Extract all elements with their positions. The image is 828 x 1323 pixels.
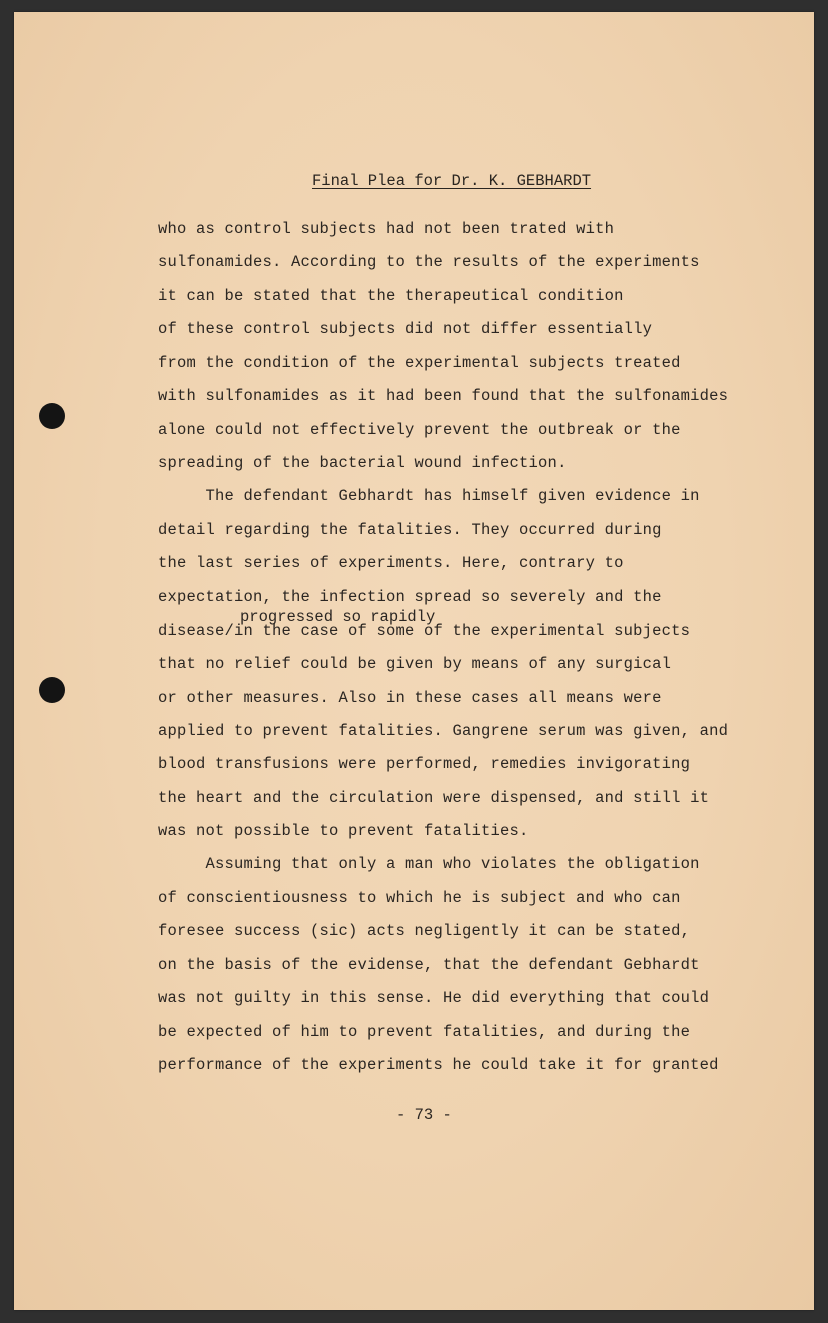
text-line: or other measures. Also in these cases all means were <box>158 689 662 707</box>
handwritten-insertion: progressed so rapidly <box>240 608 436 626</box>
text-line: who as control subjects had not been trated with <box>158 220 615 238</box>
text-line: the last series of experiments. Here, contrary to <box>158 554 624 572</box>
text-line: applied to prevent fatalities. Gangrene serum was given, and <box>158 722 729 740</box>
punch-hole <box>39 677 65 703</box>
text-line: was not possible to prevent fatalities. <box>158 822 529 840</box>
text-line: expectation, the infection spread so severely and the <box>158 588 662 606</box>
page-number: - 73 - <box>396 1106 452 1124</box>
text-line: disease/in the case of some of the experimental subjects <box>158 622 691 640</box>
document-page <box>14 12 814 1310</box>
text-line: the heart and the circulation were dispensed, and still it <box>158 789 710 807</box>
text-line: foresee success (sic) acts negligently it can be stated, <box>158 922 691 940</box>
text-line: detail regarding the fatalities. They occurred during <box>158 521 662 539</box>
text-line: on the basis of the evidense, that the defendant Gebhardt <box>158 956 700 974</box>
punch-hole <box>39 403 65 429</box>
text-line: The defendant Gebhardt has himself given evidence in <box>158 487 700 505</box>
text-line: be expected of him to prevent fatalities, and during the <box>158 1023 691 1041</box>
page-heading: Final Plea for Dr. K. GEBHARDT <box>312 172 592 190</box>
text-line: Assuming that only a man who violates the obligation <box>158 855 700 873</box>
text-line: from the condition of the experimental subjects treated <box>158 354 681 372</box>
text-line: alone could not effectively prevent the outbreak or the <box>158 421 681 439</box>
text-line: blood transfusions were performed, remedies invigorating <box>158 755 691 773</box>
text-line: was not guilty in this sense. He did everything that could <box>158 989 710 1007</box>
text-line: performance of the experiments he could take it for granted <box>158 1056 719 1074</box>
text-line: with sulfonamides as it had been found that the sulfonamides <box>158 387 729 405</box>
text-line: that no relief could be given by means of any surgical <box>158 655 672 673</box>
text-line: sulfonamides. According to the results of the experiments <box>158 253 700 271</box>
text-line: spreading of the bacterial wound infection. <box>158 454 567 472</box>
text-line: it can be stated that the therapeutical condition <box>158 287 624 305</box>
text-line: of conscientiousness to which he is subject and who can <box>158 889 681 907</box>
text-line: of these control subjects did not differ essentially <box>158 320 653 338</box>
